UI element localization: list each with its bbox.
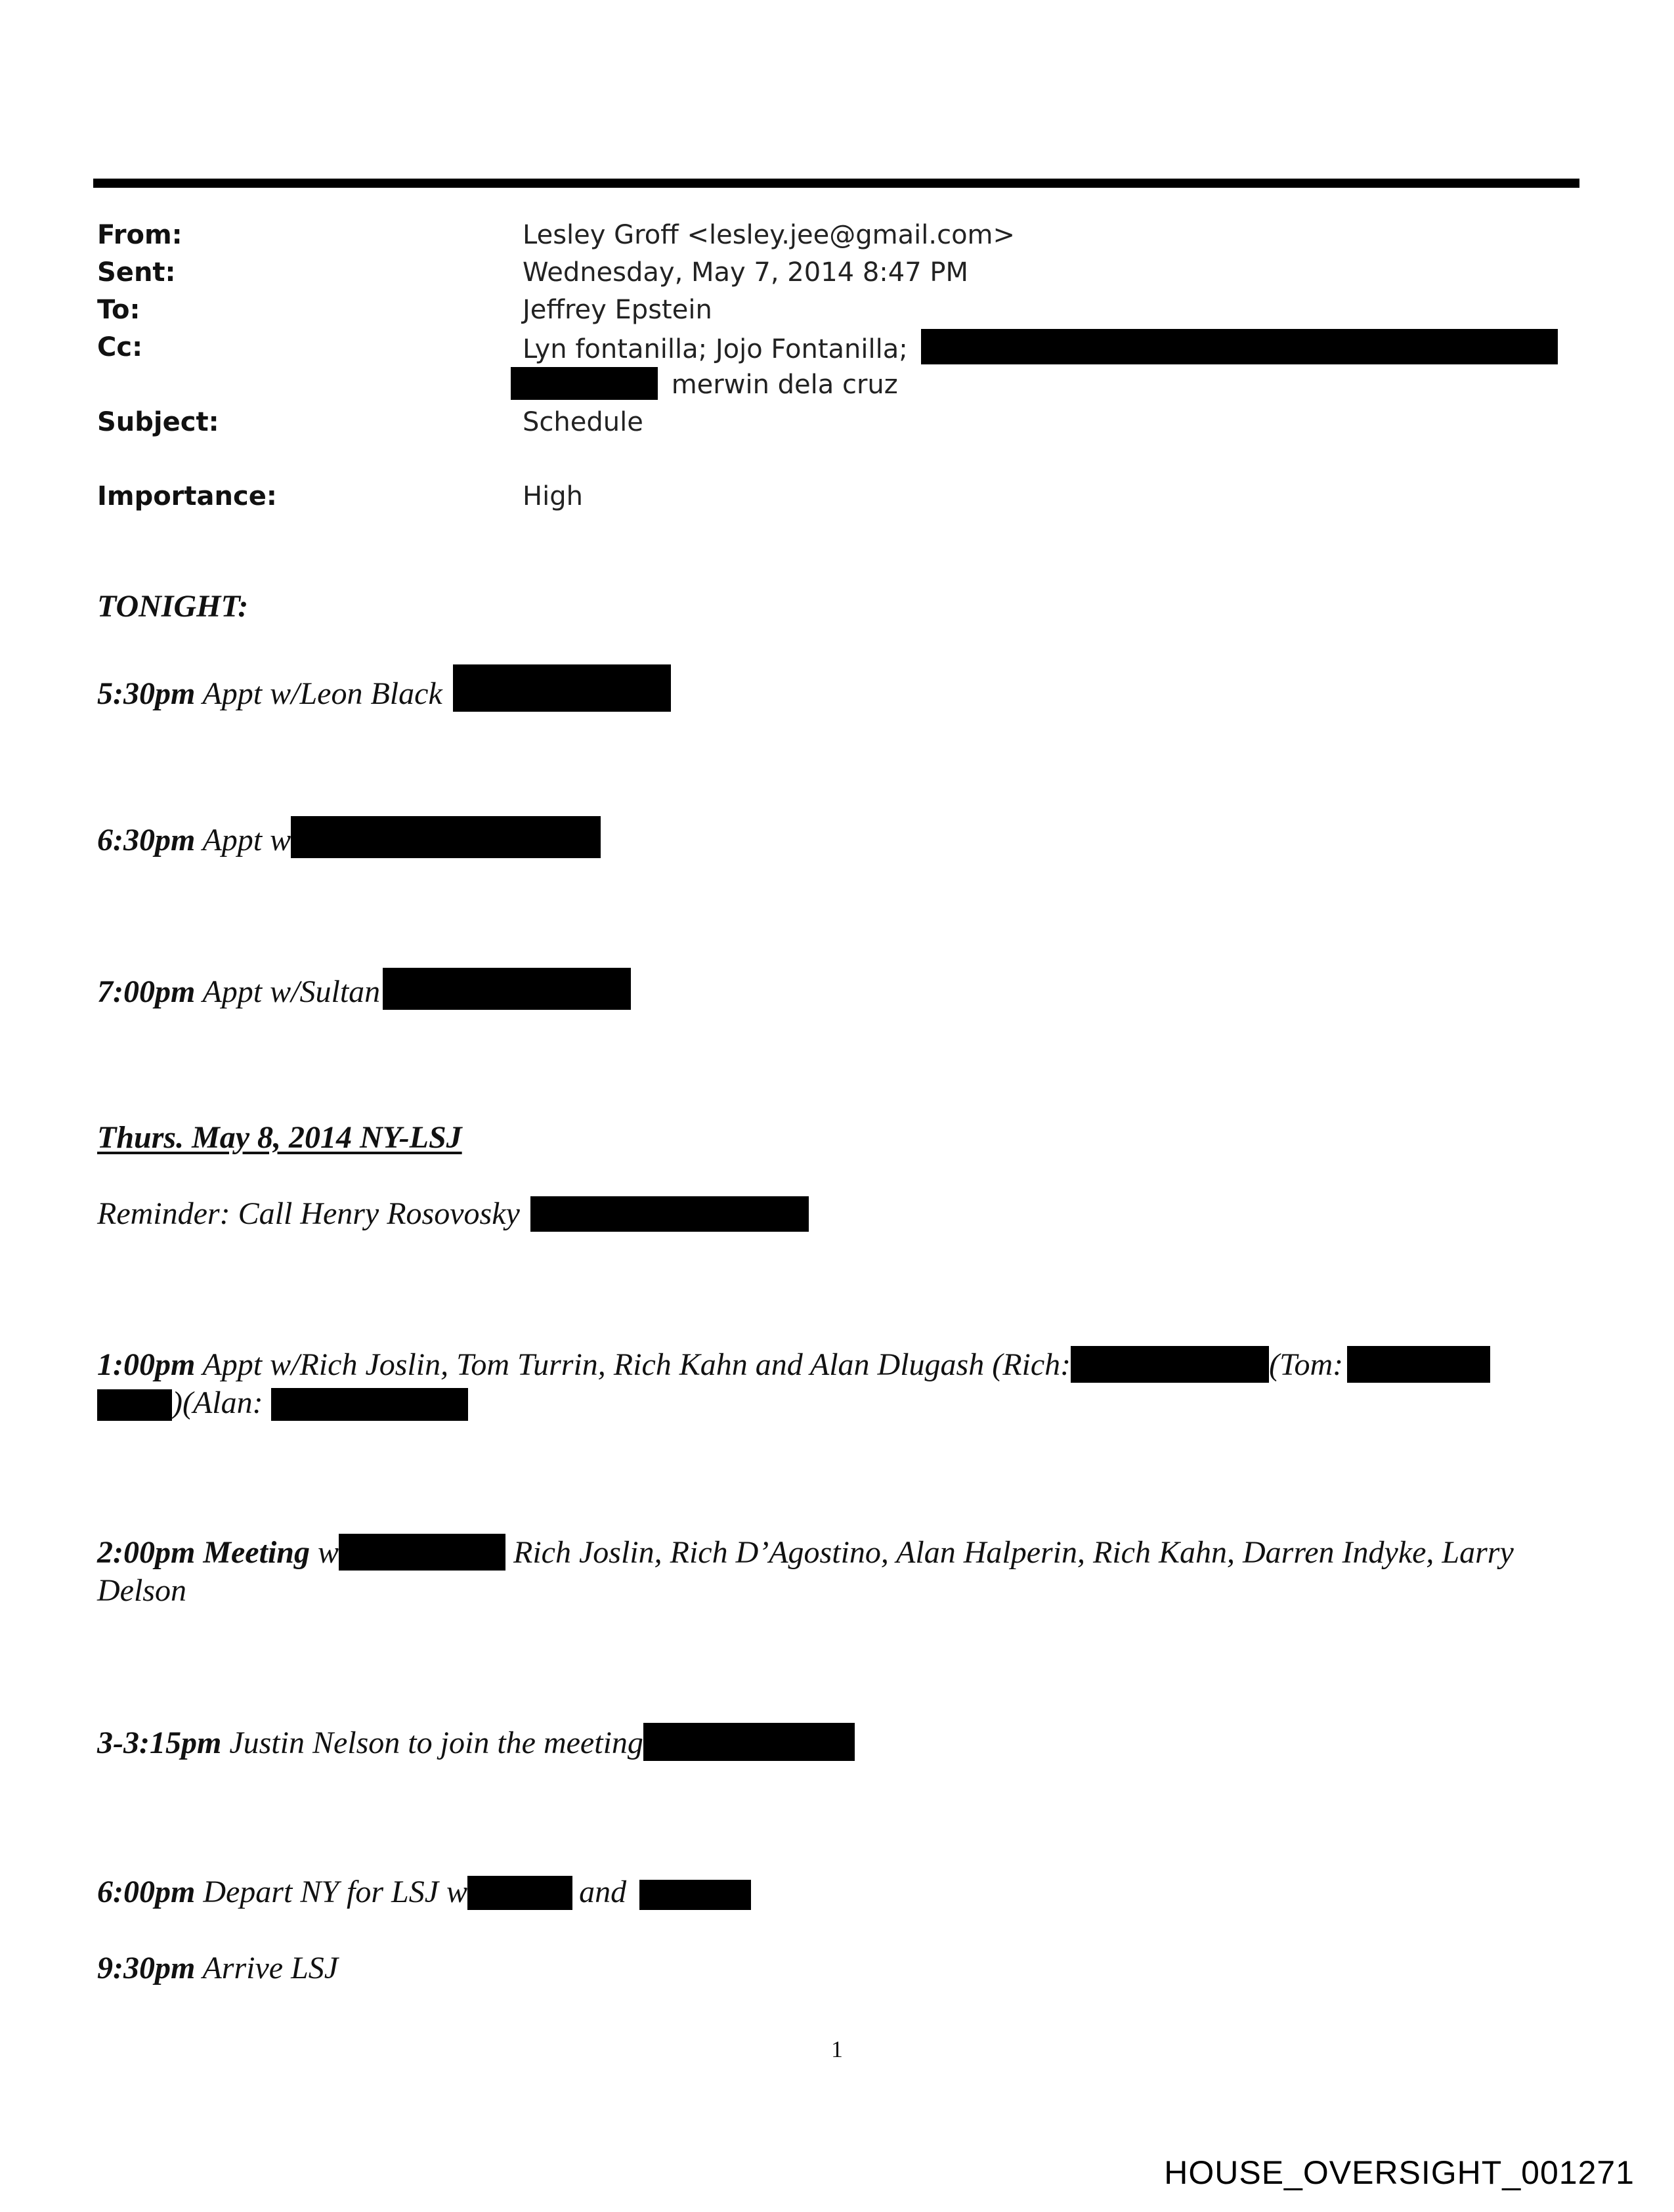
redaction-block	[97, 1389, 172, 1421]
redaction-block	[511, 367, 658, 400]
redaction-block	[1071, 1346, 1269, 1383]
header-rule	[93, 179, 1579, 188]
schedule-entry-7	[97, 1873, 1581, 1911]
entry-text: Appt w	[202, 823, 291, 857]
redaction-block	[530, 1196, 809, 1232]
importance-label: Importance:	[97, 481, 277, 511]
to-label: To:	[97, 295, 140, 325]
redaction-block	[291, 816, 601, 858]
entry-text: )(Alan:	[172, 1385, 263, 1420]
entry-time: 5:30pm	[97, 676, 196, 711]
redaction-block	[921, 329, 1558, 364]
subject-value: Schedule	[523, 407, 643, 437]
schedule-entry-8	[97, 1949, 1581, 1987]
from-value: Lesley Groff <lesley.jee@gmail.com>	[523, 220, 1016, 250]
thurs-title: Thurs. May 8, 2014 NY-LSJ	[97, 1120, 462, 1155]
schedule-entry-2	[97, 816, 1581, 859]
redaction-block	[1347, 1346, 1490, 1383]
from-label: From:	[97, 220, 182, 250]
to-value: Jeffrey Epstein	[523, 295, 712, 325]
schedule-entry-1	[97, 664, 1581, 713]
entry-time: 9:30pm	[97, 1951, 196, 1985]
redaction-block	[383, 968, 631, 1010]
redaction-block	[467, 1876, 572, 1910]
entry-text: Appt w/Sultan	[202, 974, 381, 1009]
entry-text: (Tom:	[1269, 1347, 1344, 1382]
bates-number: HOUSE_OVERSIGHT_001271	[1164, 2154, 1635, 2191]
sent-value: Wednesday, May 7, 2014 8:47 PM	[523, 257, 968, 288]
entry-text: and	[579, 1875, 627, 1909]
entry-text: Appt w/Leon Black	[202, 676, 442, 711]
tonight-title: TONIGHT:	[97, 589, 249, 624]
entry-time: 6:30pm	[97, 823, 196, 857]
entry-text: Justin Nelson to join the meeting	[229, 1725, 643, 1760]
entry-text: Rich Joslin, Rich D’Agostino, Alan Halperin, Rich Kahn, Darren Indyke, Larry Delson	[97, 1535, 1514, 1608]
importance-value: High	[523, 481, 583, 511]
entry-time: 2:00pm Meeting	[97, 1535, 310, 1570]
cc-value-line2: merwin dela cruz	[671, 370, 898, 400]
redaction-block	[339, 1534, 505, 1571]
page-number: 1	[831, 2036, 843, 2062]
schedule-entry-6	[97, 1723, 1581, 1762]
entry-text: w	[317, 1535, 339, 1570]
cc-label: Cc:	[97, 332, 143, 362]
entry-time: 7:00pm	[97, 974, 196, 1009]
redaction-block	[643, 1723, 855, 1761]
redaction-block	[271, 1388, 468, 1421]
entry-text: Appt w/Rich Joslin, Tom Turrin, Rich Kahn and Alan Dlugash (Rich:	[202, 1347, 1071, 1382]
sent-label: Sent:	[97, 257, 176, 288]
redaction-block	[639, 1880, 751, 1910]
reminder-entry	[97, 1195, 1581, 1233]
entry-time: 1:00pm	[97, 1347, 196, 1382]
redaction-block	[453, 664, 671, 712]
entry-text: Depart NY for LSJ w	[203, 1875, 468, 1909]
entry-time: 3-3:15pm	[97, 1725, 222, 1760]
subject-label: Subject:	[97, 407, 219, 437]
cc-value-line1: Lyn fontanilla; Jojo Fontanilla;	[523, 334, 908, 364]
entry-text: Arrive LSJ	[202, 1951, 339, 1985]
schedule-entry-3	[97, 968, 1581, 1011]
schedule-entry-4	[97, 1346, 1581, 1422]
schedule-entry-5	[97, 1534, 1581, 1610]
reminder-text: Reminder: Call Henry Rosovosky	[97, 1196, 520, 1231]
entry-time: 6:00pm	[97, 1875, 196, 1909]
